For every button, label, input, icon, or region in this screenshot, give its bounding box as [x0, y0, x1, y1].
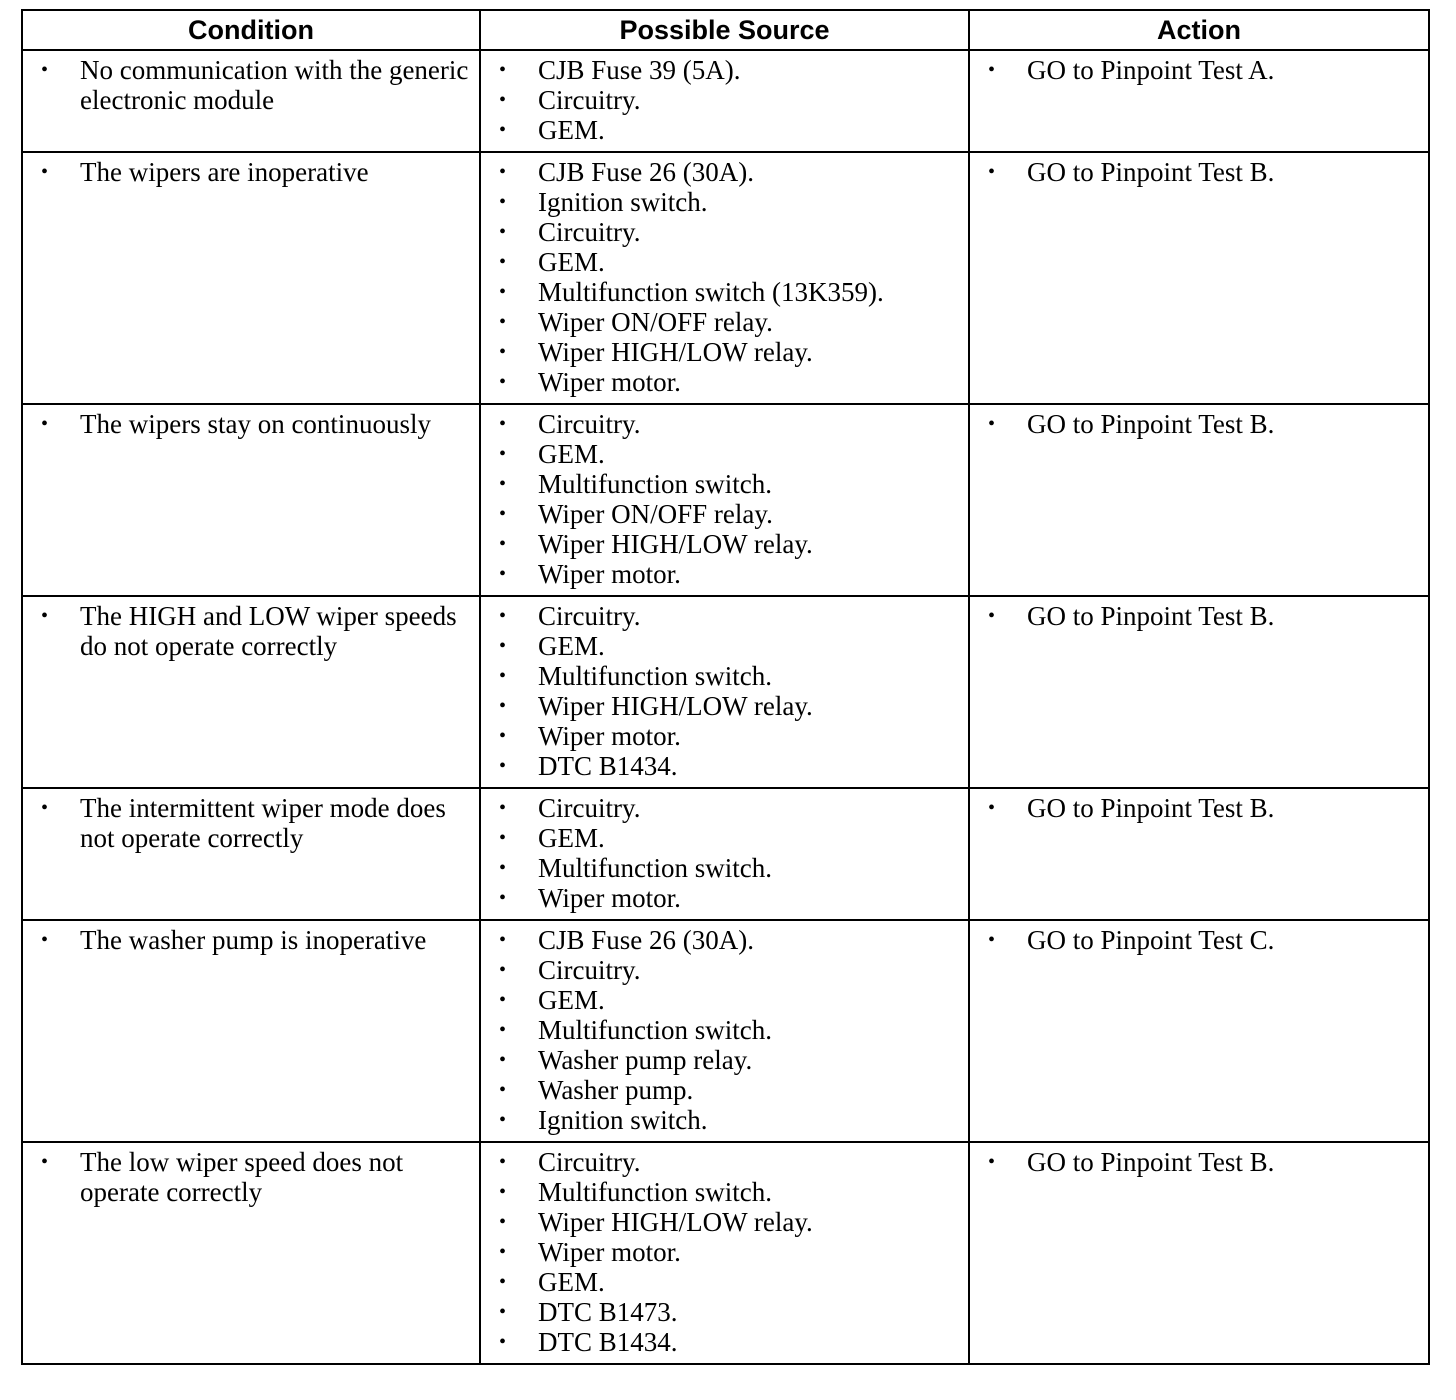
list-item	[489, 883, 960, 913]
bullet-icon: •	[499, 929, 507, 951]
list-item	[489, 247, 960, 277]
bullet-icon: •	[499, 695, 507, 717]
list-item	[489, 1327, 960, 1357]
symptom-chart-table	[21, 9, 1430, 1365]
possible-source-cell-list	[489, 55, 960, 145]
item-text: Circuitry.	[538, 217, 641, 247]
bullet-icon: •	[499, 413, 507, 435]
condition-cell-list	[31, 157, 471, 187]
item-text: Wiper ON/OFF relay.	[538, 307, 773, 337]
item-text: Multifunction switch.	[538, 469, 772, 499]
bullet-icon: •	[988, 605, 996, 627]
list-item	[489, 691, 960, 721]
list-item	[489, 367, 960, 397]
bullet-icon: •	[499, 251, 507, 273]
list-item	[489, 661, 960, 691]
bullet-icon: •	[499, 857, 507, 879]
condition-cell-list	[31, 1147, 471, 1207]
bullet-icon: •	[499, 1241, 507, 1263]
list-item	[31, 157, 471, 187]
bullet-icon: •	[41, 797, 49, 819]
item-text: GEM.	[538, 985, 605, 1015]
list-item	[489, 277, 960, 307]
item-text: Wiper HIGH/LOW relay.	[538, 529, 813, 559]
action-cell	[969, 596, 1429, 788]
bullet-icon: •	[499, 563, 507, 585]
item-text: CJB Fuse 26 (30A).	[538, 157, 755, 187]
possible-source-cell-list	[489, 925, 960, 1135]
action-cell-list	[978, 793, 1420, 823]
list-item	[978, 55, 1420, 85]
bullet-icon: •	[499, 725, 507, 747]
item-text: The low wiper speed does not operate correctly	[80, 1147, 404, 1207]
list-item	[489, 115, 960, 145]
item-text: Wiper motor.	[538, 559, 681, 589]
list-item	[489, 601, 960, 631]
item-text: GEM.	[538, 631, 605, 661]
list-item	[489, 631, 960, 661]
item-text: GO to Pinpoint Test B.	[1027, 601, 1275, 631]
list-item	[489, 1237, 960, 1267]
list-item	[489, 499, 960, 529]
action-cell-list	[978, 409, 1420, 439]
bullet-icon: •	[499, 1181, 507, 1203]
list-item	[489, 823, 960, 853]
list-item	[489, 1105, 960, 1135]
bullet-icon: •	[499, 89, 507, 111]
item-text: GEM.	[538, 115, 605, 145]
bullet-icon: •	[499, 959, 507, 981]
item-text: The HIGH and LOW wiper speeds do not operate correctly	[80, 601, 457, 661]
bullet-icon: •	[41, 59, 49, 81]
possible-source-cell	[480, 788, 969, 920]
item-text: GEM.	[538, 823, 605, 853]
bullet-icon: •	[988, 161, 996, 183]
table-row	[22, 50, 1429, 152]
list-item	[978, 925, 1420, 955]
item-text: GO to Pinpoint Test B.	[1027, 157, 1275, 187]
item-text: Multifunction switch.	[538, 1177, 772, 1207]
item-text: Multifunction switch.	[538, 1015, 772, 1045]
item-text: CJB Fuse 26 (30A).	[538, 925, 755, 955]
item-text: Wiper HIGH/LOW relay.	[538, 1207, 813, 1237]
bullet-icon: •	[499, 1049, 507, 1071]
possible-source-cell	[480, 1142, 969, 1364]
condition-cell-list	[31, 601, 471, 661]
action-column-header: Action	[969, 10, 1429, 50]
action-cell-list	[978, 157, 1420, 187]
bullet-icon: •	[41, 161, 49, 183]
condition-column-header: Condition	[22, 10, 480, 50]
item-text: CJB Fuse 39 (5A).	[538, 55, 741, 85]
bullet-icon: •	[499, 1211, 507, 1233]
list-item	[489, 1075, 960, 1105]
list-item	[31, 1147, 471, 1207]
possible-source-cell	[480, 596, 969, 788]
bullet-icon: •	[988, 1151, 996, 1173]
bullet-icon: •	[499, 635, 507, 657]
bullet-icon: •	[988, 413, 996, 435]
condition-cell	[22, 50, 480, 152]
list-item	[978, 409, 1420, 439]
item-text: Wiper motor.	[538, 883, 681, 913]
possible-source-cell	[480, 152, 969, 404]
list-item	[489, 1267, 960, 1297]
bullet-icon: •	[499, 59, 507, 81]
bullet-icon: •	[499, 1301, 507, 1323]
condition-cell-list	[31, 793, 471, 853]
condition-cell	[22, 1142, 480, 1364]
list-item	[489, 409, 960, 439]
list-item	[31, 55, 471, 115]
item-text: Multifunction switch.	[538, 853, 772, 883]
bullet-icon: •	[499, 1079, 507, 1101]
item-text: DTC B1473.	[538, 1297, 678, 1327]
item-text: The washer pump is inoperative	[80, 925, 427, 955]
condition-cell-list	[31, 925, 471, 955]
possible-source-column-header: Possible Source	[480, 10, 969, 50]
list-item	[489, 1177, 960, 1207]
item-text: GO to Pinpoint Test B.	[1027, 793, 1275, 823]
item-text: Wiper ON/OFF relay.	[538, 499, 773, 529]
action-cell	[969, 788, 1429, 920]
possible-source-cell-list	[489, 409, 960, 589]
list-item	[489, 187, 960, 217]
item-text: GEM.	[538, 439, 605, 469]
bullet-icon: •	[499, 1151, 507, 1173]
item-text: GEM.	[538, 1267, 605, 1297]
action-cell-list	[978, 925, 1420, 955]
possible-source-cell-list	[489, 601, 960, 781]
item-text: Circuitry.	[538, 601, 641, 631]
item-text: Circuitry.	[538, 1147, 641, 1177]
bullet-icon: •	[499, 1271, 507, 1293]
bullet-icon: •	[499, 989, 507, 1011]
bullet-icon: •	[988, 59, 996, 81]
bullet-icon: •	[499, 473, 507, 495]
list-item	[489, 307, 960, 337]
item-text: Ignition switch.	[538, 187, 708, 217]
item-text: Circuitry.	[538, 85, 641, 115]
condition-cell-list	[31, 55, 471, 115]
item-text: GO to Pinpoint Test B.	[1027, 409, 1275, 439]
action-cell	[969, 920, 1429, 1142]
list-item	[489, 751, 960, 781]
possible-source-cell-list	[489, 157, 960, 397]
item-text: Ignition switch.	[538, 1105, 708, 1135]
list-item	[489, 1147, 960, 1177]
table-row	[22, 152, 1429, 404]
condition-cell	[22, 404, 480, 596]
item-text: Wiper motor.	[538, 1237, 681, 1267]
list-item	[31, 601, 471, 661]
list-item	[31, 793, 471, 853]
list-item	[978, 157, 1420, 187]
list-item	[489, 853, 960, 883]
bullet-icon: •	[499, 755, 507, 777]
item-text: Wiper motor.	[538, 367, 681, 397]
list-item	[489, 955, 960, 985]
bullet-icon: •	[499, 1019, 507, 1041]
bullet-icon: •	[41, 605, 49, 627]
bullet-icon: •	[499, 665, 507, 687]
bullet-icon: •	[499, 827, 507, 849]
list-item	[31, 409, 471, 439]
bullet-icon: •	[499, 191, 507, 213]
list-item	[489, 721, 960, 751]
bullet-icon: •	[41, 413, 49, 435]
bullet-icon: •	[499, 1109, 507, 1131]
bullet-icon: •	[41, 1151, 49, 1173]
item-text: Circuitry.	[538, 793, 641, 823]
bullet-icon: •	[499, 221, 507, 243]
item-text: The intermittent wiper mode does not operate correctly	[80, 793, 446, 853]
list-item	[489, 925, 960, 955]
condition-cell	[22, 788, 480, 920]
list-item	[489, 157, 960, 187]
item-text: Washer pump relay.	[538, 1045, 753, 1075]
item-text: No communication with the generic electronic module	[80, 55, 469, 115]
item-text: The wipers are inoperative	[80, 157, 369, 187]
bullet-icon: •	[499, 311, 507, 333]
bullet-icon: •	[988, 797, 996, 819]
action-cell	[969, 404, 1429, 596]
bullet-icon: •	[499, 503, 507, 525]
bullet-icon: •	[499, 887, 507, 909]
item-text: Multifunction switch.	[538, 661, 772, 691]
list-item	[489, 439, 960, 469]
list-item	[31, 925, 471, 955]
list-item	[978, 793, 1420, 823]
header-row	[22, 10, 1429, 50]
item-text: The wipers stay on continuously	[80, 409, 431, 439]
item-text: Wiper HIGH/LOW relay.	[538, 691, 813, 721]
action-cell-list	[978, 55, 1420, 85]
bullet-icon: •	[499, 797, 507, 819]
bullet-icon: •	[499, 161, 507, 183]
list-item	[489, 55, 960, 85]
condition-cell	[22, 152, 480, 404]
table-row	[22, 404, 1429, 596]
action-cell	[969, 1142, 1429, 1364]
list-item	[489, 559, 960, 589]
table-body	[22, 50, 1429, 1364]
bullet-icon: •	[499, 119, 507, 141]
condition-cell	[22, 920, 480, 1142]
bullet-icon: •	[499, 371, 507, 393]
possible-source-cell-list	[489, 793, 960, 913]
bullet-icon: •	[499, 443, 507, 465]
list-item	[489, 1297, 960, 1327]
list-item	[489, 1207, 960, 1237]
item-text: GO to Pinpoint Test B.	[1027, 1147, 1275, 1177]
action-cell-list	[978, 1147, 1420, 1177]
list-item	[489, 1045, 960, 1075]
item-text: Multifunction switch (13K359).	[538, 277, 884, 307]
list-item	[489, 1015, 960, 1045]
bullet-icon: •	[499, 281, 507, 303]
bullet-icon: •	[41, 929, 49, 951]
list-item	[489, 337, 960, 367]
table-row	[22, 1142, 1429, 1364]
bullet-icon: •	[499, 1331, 507, 1353]
item-text: GO to Pinpoint Test C.	[1027, 925, 1275, 955]
table-header	[22, 10, 1429, 50]
item-text: DTC B1434.	[538, 1327, 678, 1357]
item-text: Wiper HIGH/LOW relay.	[538, 337, 813, 367]
table-row	[22, 596, 1429, 788]
possible-source-cell	[480, 404, 969, 596]
list-item	[489, 85, 960, 115]
item-text: Circuitry.	[538, 409, 641, 439]
item-text: GEM.	[538, 247, 605, 277]
list-item	[489, 985, 960, 1015]
list-item	[489, 529, 960, 559]
item-text: Washer pump.	[538, 1075, 694, 1105]
list-item	[489, 217, 960, 247]
condition-cell	[22, 596, 480, 788]
list-item	[978, 601, 1420, 631]
table-row	[22, 788, 1429, 920]
item-text: Wiper motor.	[538, 721, 681, 751]
list-item	[978, 1147, 1420, 1177]
bullet-icon: •	[499, 533, 507, 555]
item-text: DTC B1434.	[538, 751, 678, 781]
possible-source-cell-list	[489, 1147, 960, 1357]
action-cell	[969, 152, 1429, 404]
action-cell-list	[978, 601, 1420, 631]
list-item	[489, 793, 960, 823]
action-cell	[969, 50, 1429, 152]
possible-source-cell	[480, 50, 969, 152]
table-row	[22, 920, 1429, 1142]
item-text: Circuitry.	[538, 955, 641, 985]
bullet-icon: •	[499, 605, 507, 627]
item-text: GO to Pinpoint Test A.	[1027, 55, 1275, 85]
bullet-icon: •	[988, 929, 996, 951]
list-item	[489, 469, 960, 499]
possible-source-cell	[480, 920, 969, 1142]
bullet-icon: •	[499, 341, 507, 363]
condition-cell-list	[31, 409, 471, 439]
